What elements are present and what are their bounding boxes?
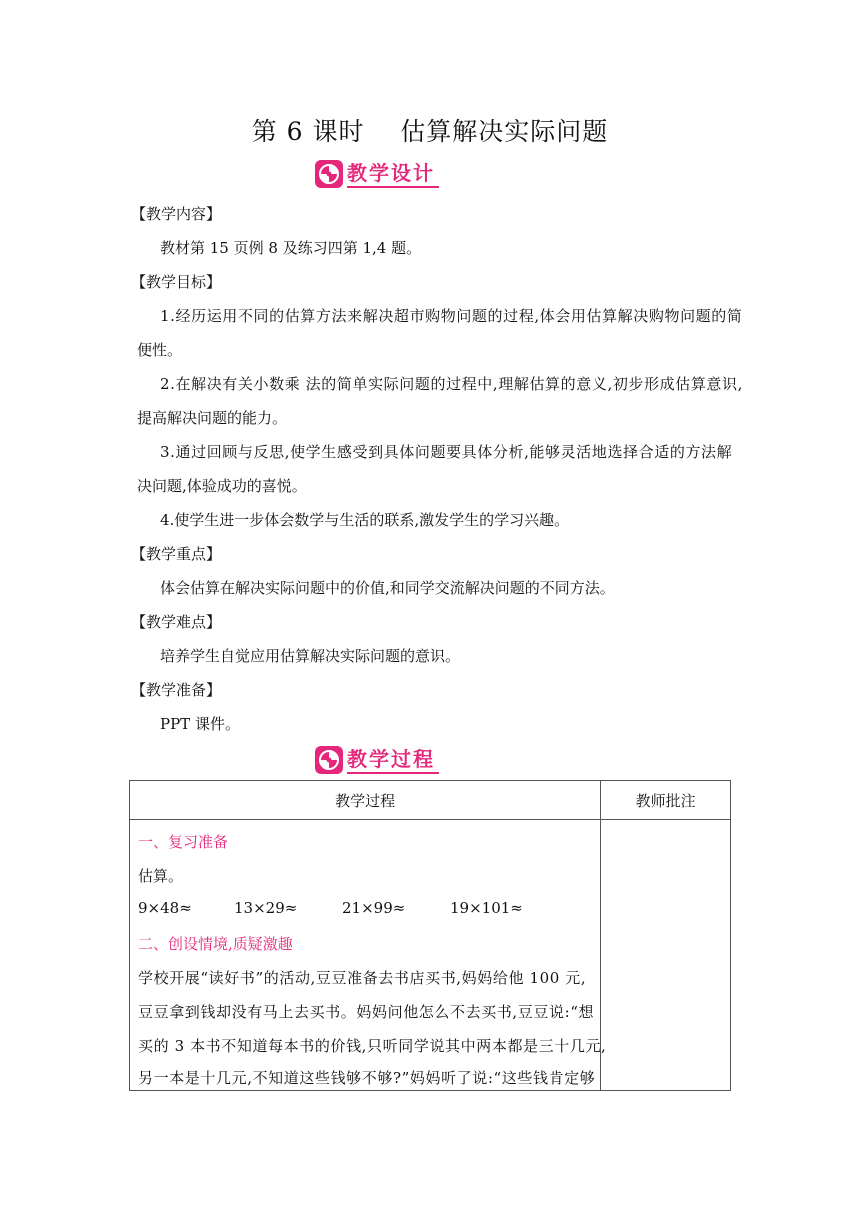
swirl-logo-icon [315,746,343,774]
difficulty-text: 培养学生自觉应用估算解决实际问题的意识。 [160,647,461,665]
key-label: 【教学重点】 [131,545,222,563]
difficulty-label: 【教学难点】 [131,613,222,631]
table-header-row [130,781,731,820]
content-label: 【教学内容】 [131,205,222,223]
badge-teaching-design [315,159,439,189]
key-text: 体会估算在解决实际问题中的价值,和同学交流解决问题的不同方法。 [160,579,615,597]
calc-row [138,899,523,917]
goal1-line1: 1.经历运用不同的估算方法来解决超市购物问题的过程,体会用估算解决购物问题的简 [160,307,743,325]
process-table [129,780,731,1091]
calc-item: 13×29≈ [234,899,298,917]
table-row [130,820,731,1091]
goal2-line2: 提高解决问题的能力。 [137,409,288,427]
badge-teaching-process [315,745,439,775]
badge-design-label: 教学设计 [347,160,439,188]
badge-process-label: 教学过程 [347,746,439,774]
goal4: 4.使学生进一步体会数学与生活的联系,激发学生的学习兴趣。 [160,511,570,529]
part2-heading: 二、创设情境,质疑激趣 [138,935,293,953]
story-line3: 买的 3 本书不知道每本书的价钱,只听同学说其中两本都是三十几元, [138,1037,607,1055]
story-line2: 豆豆拿到钱却没有马上去买书。妈妈问他怎么不去买书,豆豆说:“想 [138,1003,595,1021]
goal3-line2: 决问题,体验成功的喜悦。 [137,477,307,495]
part1-heading: 一、复习准备 [138,833,229,851]
swirl-logo-icon [315,160,343,188]
goal1-line2: 便性。 [137,341,183,359]
content-text: 教材第 15 页例 8 及练习四第 1,4 题。 [160,239,422,257]
prep-text: PPT 课件。 [160,715,240,733]
calc-item: 9×48≈ [138,899,192,917]
story-line4: 另一本是十几元,不知道这些钱够不够?”妈妈听了说:“这些钱肯定够 [138,1069,596,1087]
calc-item: 21×99≈ [342,899,406,917]
header-process: 教学过程 [130,781,601,820]
goal3-line1: 3.通过回顾与反思,使学生感受到具体问题要具体分析,能够灵活地选择合适的方法解 [160,443,733,461]
process-cell [130,820,607,1091]
goals-label: 【教学目标】 [131,273,222,291]
prep-label: 【教学准备】 [131,681,222,699]
part1-text: 估算。 [138,867,184,885]
goal2-line1: 2.在解决有关小数乘 法的简单实际问题的过程中,理解估算的意义,初步形成估算意识, [160,375,743,393]
calc-item: 19×101≈ [450,899,523,917]
story-line1: 学校开展“读好书”的活动,豆豆准备去书店买书,妈妈给他 100 元, [138,969,587,987]
page-title: 第 6 课时 估算解决实际问题 [251,117,609,146]
notes-cell [601,820,731,1091]
header-notes: 教师批注 [601,781,731,820]
